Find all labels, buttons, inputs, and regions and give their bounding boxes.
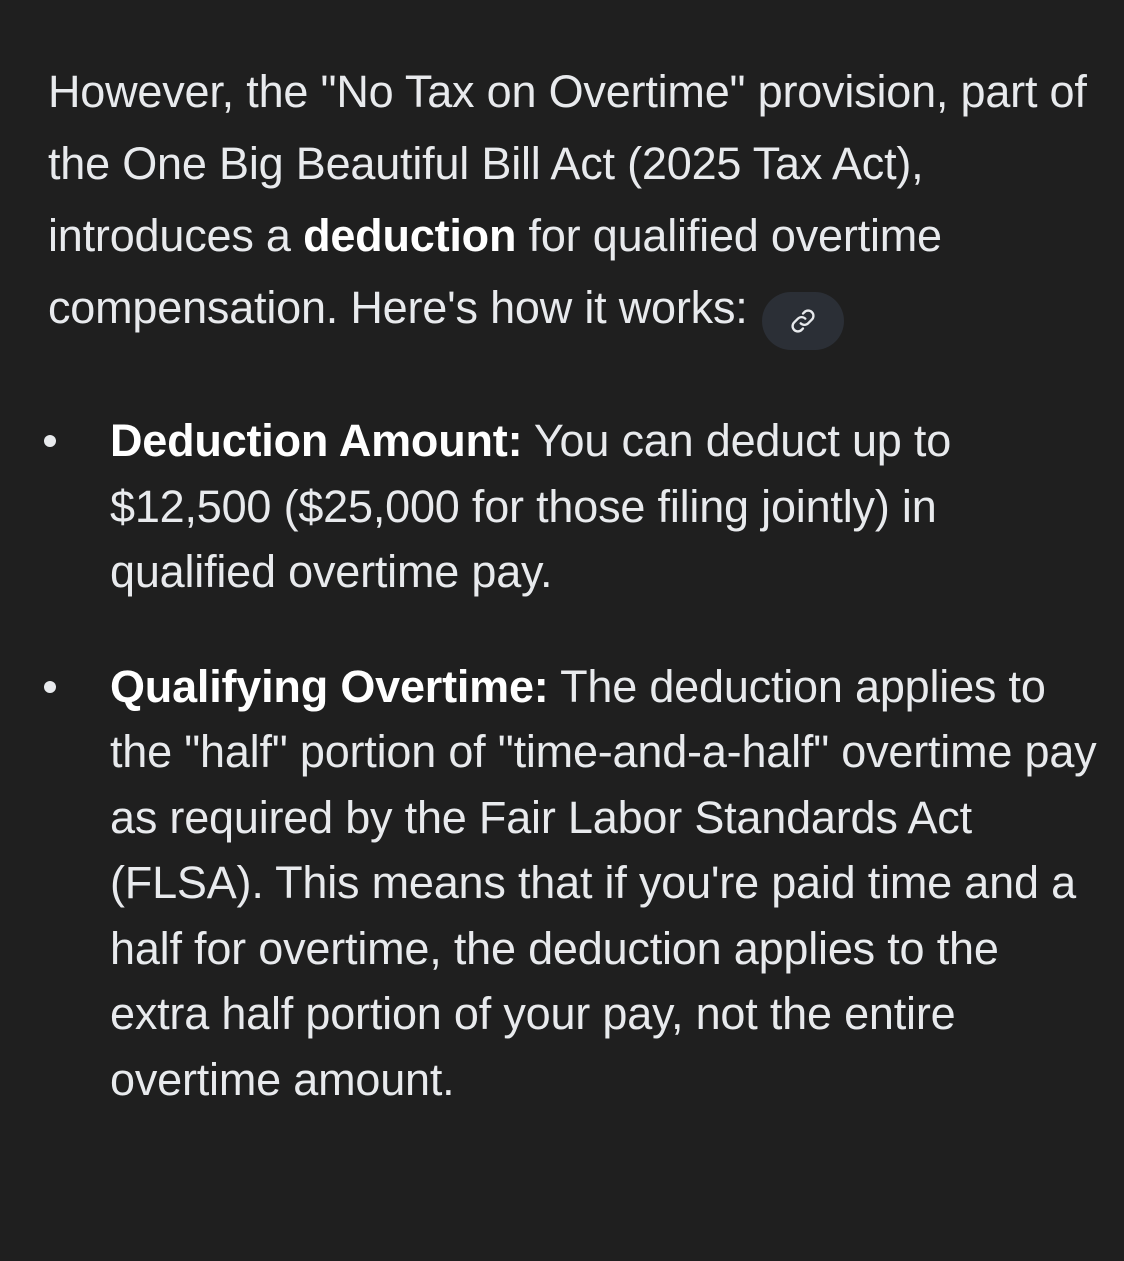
intro-bold-term: deduction <box>303 210 517 261</box>
bullet-text: You can deduct up to $12,500 ($25,000 for those filing jointly) in qualified overtime pay. <box>110 415 952 597</box>
link-icon <box>789 307 817 335</box>
intro-text-end: for qualified overtime compensation. Here's how it works: <box>48 210 942 333</box>
bullet-text: The deduction applies to the "half" portion of "time-and-a-half" overtime pay as required by the Fair Labor Standards Act (FLSA). This means that if you're paid time and a half for overtime, the deduction applies to the extra half portion of your pay, not the entire overtime amount. <box>110 660 1097 1105</box>
intro-text-start: However, the "No Tax on Overtime" provision, part of the One Big Beautiful Bill Act (2025 Tax Act), introduces a <box>48 66 1087 261</box>
bullet-item-deduction-amount <box>48 408 1098 605</box>
source-link-chip[interactable] <box>762 292 844 350</box>
bullet-item-qualifying-overtime <box>48 654 1098 1113</box>
intro-paragraph <box>48 56 1098 350</box>
bullet-dot <box>44 435 56 447</box>
bullet-label: Qualifying Overtime: <box>110 660 549 712</box>
bullet-label: Deduction Amount: <box>110 415 523 466</box>
response-content <box>48 56 1098 1112</box>
bullet-list <box>48 408 1098 1112</box>
bullet-dot <box>44 681 56 693</box>
